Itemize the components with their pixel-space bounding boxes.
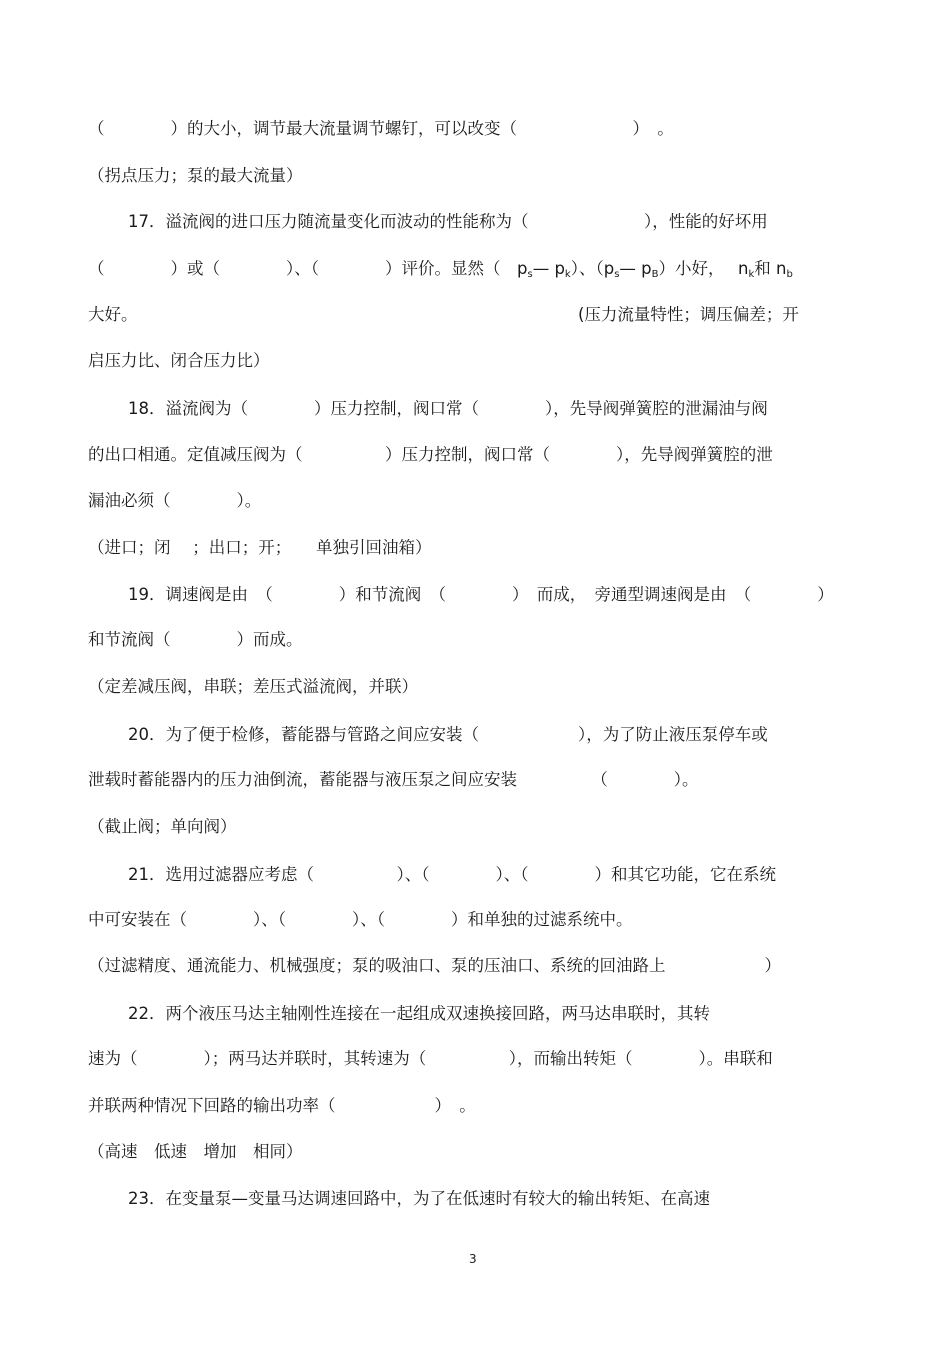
text-line: （ ）的大小，调节最大流量调节螺钉，可以改变（ ） 。 bbox=[88, 119, 674, 138]
question-17: 17．溢流阀的进口压力随流量变化而波动的性能称为（ ），性能的好坏用 bbox=[128, 212, 768, 231]
question-18: 18．溢流阀为（ ）压力控制，阀口常（ ），先导阀弹簧腔的泄漏油与阀 bbox=[128, 399, 768, 418]
question-23: 23．在变量泵—变量马达调速回路中，为了在低速时有较大的输出转矩、在高速 bbox=[128, 1189, 710, 1208]
answer-line: （截止阀；单向阀） bbox=[88, 817, 237, 836]
answer-line: （定差减压阀，串联；差压式溢流阀，并联） bbox=[88, 677, 418, 696]
page-number: 3 bbox=[469, 1252, 477, 1266]
text-line: 和节流阀（ ）而成。 bbox=[88, 630, 303, 649]
text-line: 大好。 bbox=[88, 305, 138, 324]
answer-line: 启压力比、闭合压力比） bbox=[88, 351, 270, 370]
question-22: 22．两个液压马达主轴刚性连接在一起组成双速换接回路，两马达串联时，其转 bbox=[128, 1004, 710, 1023]
answer-line: （过滤精度、通流能力、机械强度；泵的吸油口、泵的压油口、系统的回油路上 ） bbox=[88, 956, 781, 975]
text-line: 的出口相通。定值减压阀为（ ）压力控制，阀口常（ ），先导阀弹簧腔的泄 bbox=[88, 445, 773, 464]
answer-line: （进口；闭 ；出口；开； 单独引回油箱） bbox=[88, 538, 432, 557]
text-line: （ ）或（ ）、（ ）评价。显然（ ps— pk）、（ps— pB）小好， nk和 nb bbox=[88, 259, 793, 280]
text-line: 速为（ ）；两马达并联时，其转速为（ ），而输出转矩（ ）。串联和 bbox=[88, 1049, 773, 1068]
question-19: 19．调速阀是由 （ ）和节流阀 （ ） 而成， 旁通型调速阀是由 （ ） bbox=[128, 585, 834, 604]
answer-line: （高速 低速 增加 相同） bbox=[88, 1142, 303, 1161]
text-line: 漏油必须（ ）。 bbox=[88, 491, 262, 510]
answer-line: (压力流量特性；调压偏差；开 bbox=[578, 305, 799, 324]
text-line: 泄载时蓄能器内的压力油倒流，蓄能器与液压泵之间应安装 （ ）。 bbox=[88, 770, 699, 789]
question-21: 21．选用过滤器应考虑（ ）、（ ）、（ ）和其它功能，它在系统 bbox=[128, 865, 776, 884]
answer-line: （拐点压力；泵的最大流量） bbox=[88, 166, 303, 185]
text-line: 并联两种情况下回路的输出功率（ ） 。 bbox=[88, 1096, 476, 1115]
question-20: 20．为了便于检修，蓄能器与管路之间应安装（ ），为了防止液压泵停车或 bbox=[128, 725, 768, 744]
text-line: 中可安装在（ ）、（ ）、（ ）和单独的过滤系统中。 bbox=[88, 910, 633, 929]
